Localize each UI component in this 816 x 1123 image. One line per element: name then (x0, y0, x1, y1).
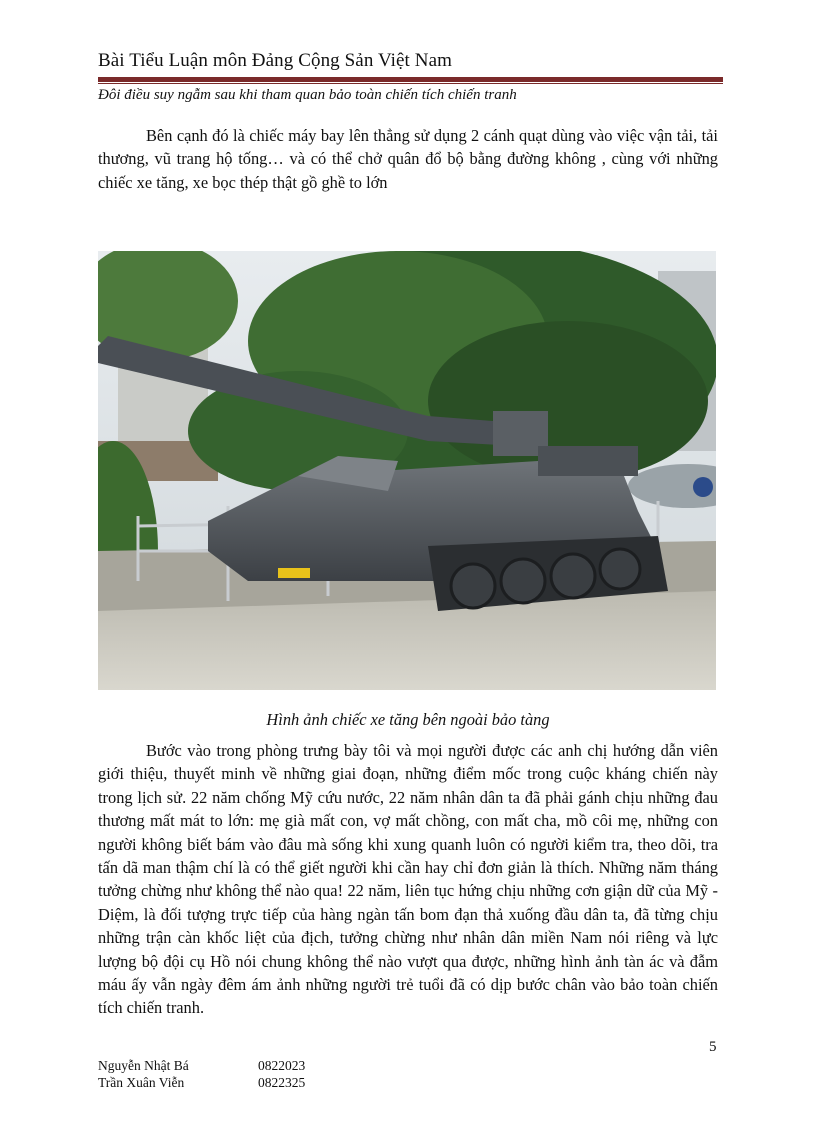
footer-author-row (98, 1058, 305, 1074)
document-header-subtitle: Đôi điều suy ngẫm sau khi tham quan bảo toàn chiến tích chiến tranh (98, 87, 517, 103)
author-name: Trần Xuân Viễn (98, 1075, 185, 1090)
author-id: 0822325 (258, 1075, 306, 1090)
figure-caption: Hình ảnh chiếc xe tăng bên ngoài bảo tàng (266, 710, 550, 729)
intro-paragraph: Bên cạnh đó là chiếc máy bay lên thẳng sử dụng 2 cánh quạt dùng vào việc vận tải, tải thương, vũ trang hộ tống… và có thể chở quân đổ bộ bằng đường không , cùng với những chiếc xe tăng, xe bọc thép thật gồ ghề to lớn (98, 126, 718, 192)
tank-photo (98, 251, 716, 690)
header-rule-thick (98, 77, 723, 82)
page-number: 5 (709, 1039, 717, 1055)
footer-author-row (98, 1075, 305, 1091)
author-name: Nguyễn Nhật Bá (98, 1058, 189, 1073)
document-header-title: Bài Tiểu Luận môn Đảng Cộng Sản Việt Nam (98, 50, 452, 71)
author-id: 0822023 (258, 1058, 306, 1073)
header-rule-thin (98, 83, 723, 84)
main-paragraph: Bước vào trong phòng trưng bày tôi và mọi người được các anh chị hướng dẫn viên giới thiệu, thuyết minh về những giai đoạn, những điểm mốc trong cuộc kháng chiến này trong lịch sử. 22 năm chống Mỹ cứu nước, 22 năm nhân dân ta đã phải gánh chịu những đau thương mất mát to lớn: mẹ già mất con, vợ mất chồng, con mất cha, mồ côi mẹ, những con người không biết bám vào đâu mà sống khi xung quanh luôn có người kiểm tra, theo dõi, tra tấn dã man thậm chí là có thể giết người khi cần hay chỉ đơn giản là thích. Những năm tháng tưởng chừng như không thể nào qua! 22 năm, liên tục hứng chịu những cơn giận dữ của Mỹ - Diệm, là đối tượng trực tiếp của hàng ngàn tấn bom đạn thả xuống đầu dân ta, đã từng chịu những trận càn khốc liệt của địch, tưởng chừng như nhân dân miền Nam nói riêng và lực lượng bộ đội cụ Hồ nói chung không thể nào vượt qua được, những hình ảnh tàn ác và đẫm máu ấy vẫn ngày đêm ám ảnh những người trẻ tuổi đã có dịp bước chân vào bảo toàn chiến tích chiến tranh. (98, 741, 718, 1018)
